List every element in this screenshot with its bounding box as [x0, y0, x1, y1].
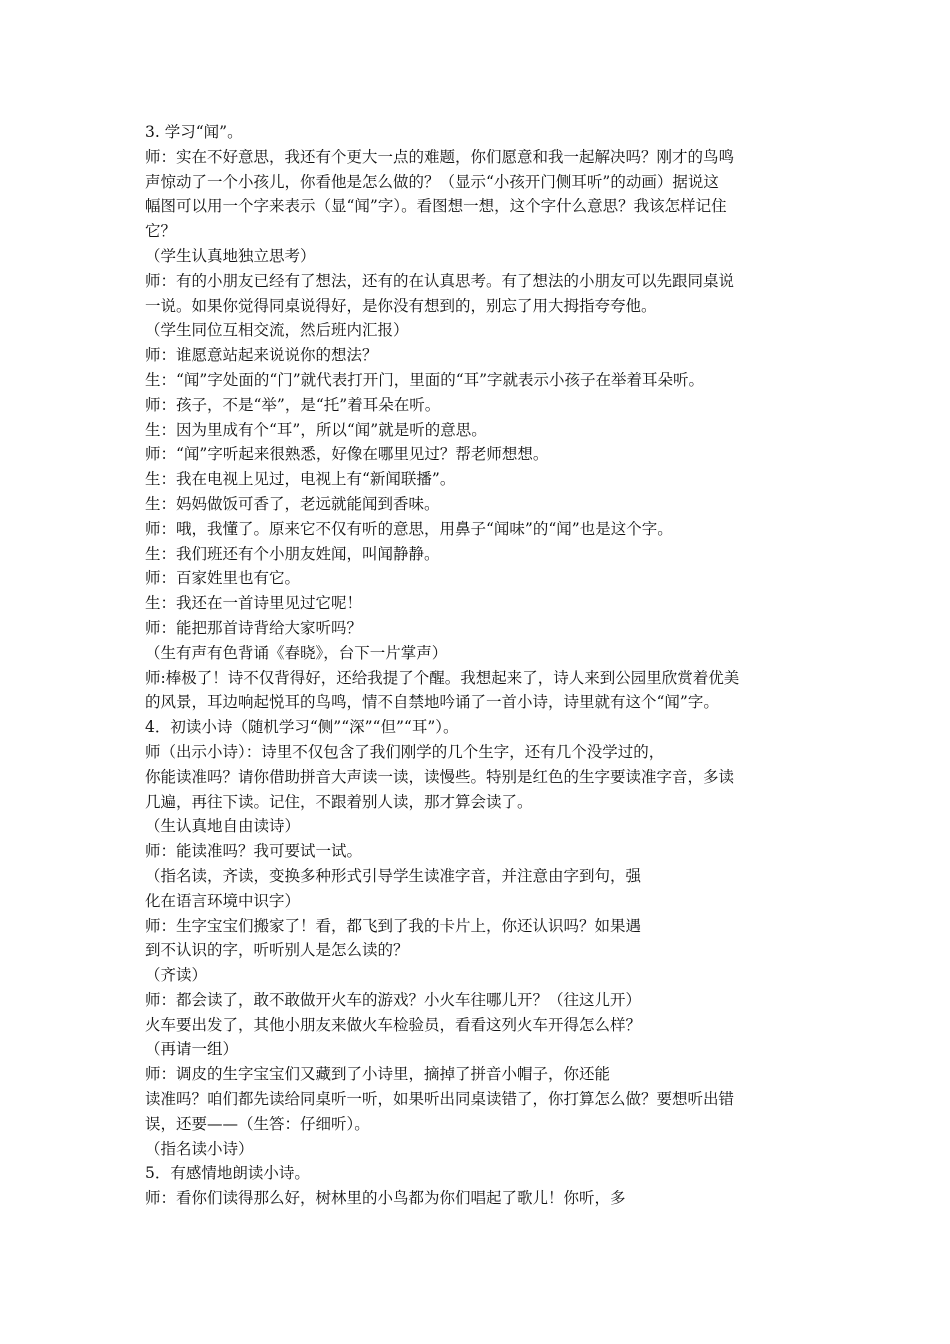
text-line: 误，还要——（生答：仔细听）。	[145, 1114, 370, 1133]
text-line: 师：能把那首诗背给大家听吗？	[145, 618, 363, 637]
text-line: （生有声有色背诵《春晓》，台下一片掌声）	[145, 643, 448, 662]
text-line: 火车要出发了，其他小朋友来做火车检验员，看看这列火车开得怎么样？	[145, 1015, 642, 1034]
text-line: 化在语言环境中识字）	[145, 891, 301, 910]
text-line: 师（出示小诗）：诗里不仅包含了我们刚学的几个生字，还有几个没学过的，	[145, 742, 665, 761]
text-line: 师：孩子，不是“举”，是“托”着耳朵在听。	[145, 395, 441, 414]
text-line: 师：谁愿意站起来说说你的想法？	[145, 346, 378, 365]
text-line: 3. 学习“闻”。	[145, 123, 243, 141]
text-line: 读准吗？咱们都先读给同桌听一听，如果听出同桌读错了，你打算怎么做？要想听出错	[145, 1090, 735, 1109]
text-line: 师：实在不好意思，我还有个更大一点的难题，你们愿意和我一起解决吗？刚才的鸟鸣	[145, 147, 735, 166]
text-line: （生认真地自由读诗）	[145, 817, 301, 836]
text-line: （齐读）	[145, 966, 208, 985]
text-line: （学生认真地独立思考）	[145, 246, 316, 265]
text-line: 师:棒极了！诗不仅背得好，还给我提了个醒。我想起来了，诗人来到公园里欣赏着优美	[145, 668, 740, 687]
text-line: 师：调皮的生字宝宝们又藏到了小诗里，摘掉了拼音小帽子，你还能	[145, 1065, 611, 1084]
text-line: 几遍，再往下读。记住，不跟着别人读，那才算会读了。	[145, 792, 533, 811]
text-line: 声惊动了一个小孩儿，你看他是怎么做的？（显示“小孩开门侧耳听”的动画）据说这	[145, 172, 719, 191]
text-line: 它？	[145, 222, 177, 241]
text-line: （指名读小诗）	[145, 1139, 254, 1158]
text-line: 师：有的小朋友已经有了想法，还有的在认真思考。有了想法的小朋友可以先跟同桌说	[145, 271, 735, 290]
text-line: 4．初读小诗（随机学习“侧”“深”“但”“耳”）。	[145, 718, 459, 737]
text-line: 师：能读准吗？我可要试一试。	[145, 842, 363, 861]
text-line: 幅图可以用一个字来表示（显“闻”字）。看图想一想，这个字什么意思？我该怎样记住	[145, 197, 727, 216]
text-line: 生：我在电视上见过，电视上有“新闻联播”。	[145, 470, 456, 489]
text-line: （学生同位互相交流，然后班内汇报）	[145, 321, 409, 340]
text-line: 你能读准吗？请你借助拼音大声读一读，读慢些。特别是红色的生字要读准字音，多读	[145, 767, 735, 786]
text-line: 生：妈妈做饭可香了，老远就能闻到香味。	[145, 494, 440, 513]
text-line: 师：百家姓里也有它。	[145, 569, 301, 588]
lesson-text	[145, 120, 825, 1211]
text-line: 一说。如果你觉得同桌说得好，是你没有想到的，别忘了用大拇指夸夸他。	[145, 296, 657, 315]
text-line: 到不认识的字，听听别人是怎么读的？	[145, 941, 409, 960]
text-line: 生：我们班还有个小朋友姓闻，叫闻静静。	[145, 544, 440, 563]
text-line: 生：“闻”字处面的“门”就代表打开门，里面的“耳”字就表示小孩子在举着耳朵听。	[145, 370, 705, 389]
text-line: 师：“闻”字听起来很熟悉，好像在哪里见过？帮老师想想。	[145, 445, 549, 464]
text-line: （再请一组）	[145, 1040, 239, 1059]
text-line: 师：看你们读得那么好，树林里的小鸟都为你们唱起了歌儿！你听，多	[145, 1189, 626, 1208]
text-line: （指名读，齐读，变换多种形式引导学生读准字音，并注意由字到句，强	[145, 866, 642, 885]
text-line: 师：哦，我懂了。原来它不仅有听的意思，用鼻子“闻味”的“闻”也是这个字。	[145, 519, 673, 538]
text-line: 的风景，耳边响起悦耳的鸟鸣，情不自禁地吟诵了一首小诗，诗里就有这个“闻”字。	[145, 693, 719, 712]
text-line: 生：因为里成有个“耳”，所以“闻”就是听的意思。	[145, 420, 487, 439]
text-line: 生：我还在一首诗里见过它呢！	[145, 594, 363, 613]
text-line: 师：都会读了，敢不敢做开火车的游戏？小火车往哪儿开？（往这儿开）	[145, 990, 642, 1009]
text-line: 师：生字宝宝们搬家了！看，都飞到了我的卡片上，你还认识吗？如果遇	[145, 916, 642, 935]
text-line: 5．有感情地朗读小诗。	[145, 1164, 310, 1183]
